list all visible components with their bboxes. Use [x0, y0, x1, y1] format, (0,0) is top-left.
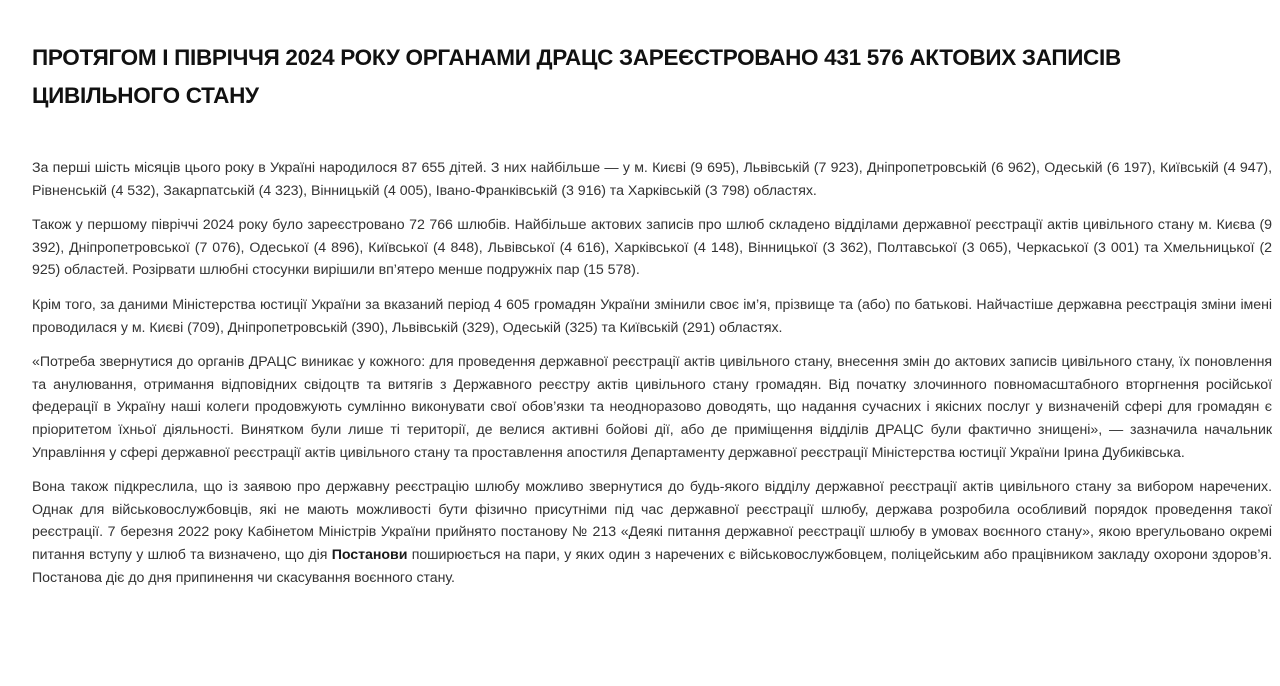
paragraph-name-changes: Крім того, за даними Міністерства юстиції України за вказаний період 4 605 громадян України змінили своє ім’я, прізвище та (або) по батькові. Найчастіше державна реєстрація зміни імені проводилася у м. Києві (709), Дніпропетровській (390), Львівській (329), Одеській (325) та Київській (291) областях.: [32, 296, 1272, 336]
article-title: ПРОТЯГОМ І ПІВРІЧЧЯ 2024 РОКУ ОРГАНАМИ ДРАЦС ЗАРЕЄСТРОВАНО 431 576 АКТОВИХ ЗАПИСІВ ЦИВІЛЬНОГО СТАНУ: [32, 45, 1121, 108]
resolution-link[interactable]: Постанови: [331, 546, 408, 563]
article-body: [32, 157, 1272, 589]
paragraph-text-before-link: Вона також підкреслила, що із заявою про державну реєстрацію шлюбу можливо звернутися до будь-якого відділу державної реєстрації актів цивільного стану за вибором наречених. Однак для військовослужбовців, які не мають можливості бути фізично присутніми під час державної реєстрації шлюбу, держава розробила особливий порядок проведення такої реєстрації. 7 березня 2022 року Кабінетом Міністрів України прийнято постанову № 213 «Деякі питання державної реєстрації шлюбу в умовах воєнного стану», якою врегульовано окремі питання вступу у шлюб та визначено, що дія: [32, 479, 1272, 563]
paragraph-marriages: Також у першому півріччі 2024 року було зареєстровано 72 766 шлюбів. Найбільше актових записів про шлюб складено відділами державної реєстрації актів цивільного стану м. Києва (9 392), Дніпропетровської (7 076), Одеської (4 896), Київської (4 848), Львівської (4 616), Харківської (4 148), Вінницької (3 362), Полтавської (3 065), Черкаської (3 001) та Хмельницької (2 925) областей. Розірвати шлюбні стосунки вирішили вп’ятеро менше подружніх пар (15 578).: [32, 217, 1272, 279]
paragraph-births: За перші шість місяців цього року в Україні народилося 87 655 дітей. З них найбільше — у м. Києві (9 695), Львівській (7 923), Дніпропетровській (6 962), Одеській (6 197), Київській (4 947), Рівненській (4 532), Закарпатській (4 323), Вінницькій (4 005), Івано-Франківській (3 916) та Харківській (3 798) областях.: [32, 160, 1272, 199]
paragraph-quote: «Потреба звернутися до органів ДРАЦС виникає у кожного: для проведення державної реєстрації актів цивільного стану, внесення змін до актових записів цивільного стану, їх поновлення та анулювання, отримання відповідних свідоцтв та витягів з Державного реєстру актів цивільного стану громадян. Від початку злочинного повномасштабного вторгнення російської федерації в Україну наші колеги продовжують сумлінно виконувати свої обов’язки та неодноразово доводять, що надання сучасних і якісних послуг у визначеній сфері для громадян є пріоритетом їхньої діяльності. Винятком були лише ті території, де велися активні бойові дії, або де приміщення відділів ДРАЦС були фактично знищені», — зазначила начальник Управління у сфері державної реєстрації актів цивільного стану та проставлення апостиля Департаменту державної реєстрації Міністерства юстиції України Ірина Дубиківська.: [32, 354, 1272, 461]
paragraph-text-after-link: поширюється на пари, у яких один з наречених є військовослужбовцем, поліцейським або працівником закладу охорони здоров’я. Постанова діє до дня припинення чи скасування воєнного стану.: [32, 546, 1272, 586]
paragraph-military-marriage: [32, 476, 1272, 589]
